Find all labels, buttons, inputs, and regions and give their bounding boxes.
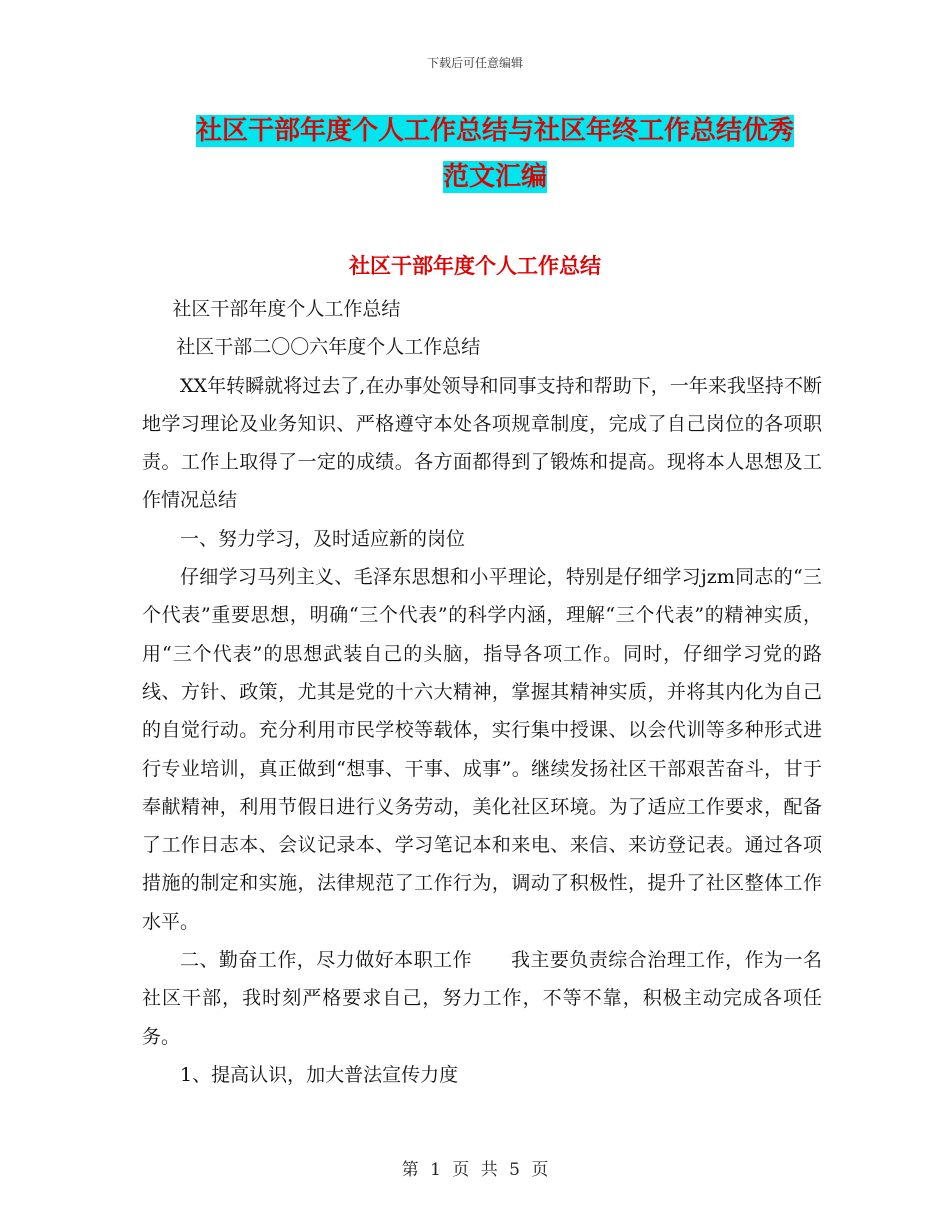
document-title-line1: 社区干部年度个人工作总结与社区年终工作总结优秀: [195, 116, 794, 146]
section-title: 社区干部年度个人工作总结: [349, 253, 601, 278]
paragraph: XX年转瞬就将过去了,在办事处领导和同事支持和帮助下，一年来我坚持不断地学习理论及业务知识、严格遵守本处各项规章制度，完成了自己岗位的各项职责。工作上取得了一定的成绩。各方面都得到了锻炼和提高。现将本人思想及工作情况总结: [142, 374, 822, 512]
document-title-line2: 范文汇编: [442, 162, 547, 192]
header-note: 下载后可任意编辑: [426, 56, 523, 70]
paragraph: 一、努力学习，及时适应新的岗位: [180, 527, 466, 550]
paragraph: 仔细学习马列主义、毛泽东思想和小平理论，特别是仔细学习jzm同志的“三个代表”重要思想，明确“三个代表”的科学内涵，理解“三个代表”的精神实质，用“三个代表”的思想武装自己的头脑，指导各项工作。同时，仔细学习党的路线、方针、政策，尤其是党的十六大精神，掌握其精神实质，并将其内化为自己的自觉行动。充分利用市民学校等载体，实行集中授课、以会代训等多种形式进行专业培训，真正做到“想事、干事、成事”。继续发扬社区干部艰苦奋斗，甘于奉献精神，利用节假日进行义务劳动，美化社区环境。为了适应工作要求，配备了工作日志本、会议记录本、学习笔记本和来电、来信、来访登记表。通过各项措施的制定和实施，法律规范了工作行为，调动了积极性，提升了社区整体工作水平。: [142, 566, 822, 933]
page-footer: 第 1 页 共 5 页: [401, 1160, 549, 1180]
paragraph: 二、勤奋工作，尽力做好本职工作 我主要负责综合治理工作，作为一名社区干部，我时刻严格要求自己，努力工作，不等不靠，积极主动完成各项任务。: [142, 949, 822, 1048]
paragraph: 社区干部二〇〇六年度个人工作总结: [176, 336, 481, 359]
paragraph: 社区干部年度个人工作总结: [172, 298, 401, 320]
paragraph: 1、提高认识，加大普法宣传力度: [180, 1063, 459, 1086]
document-title: [150, 108, 840, 200]
document-body: [142, 290, 822, 1094]
